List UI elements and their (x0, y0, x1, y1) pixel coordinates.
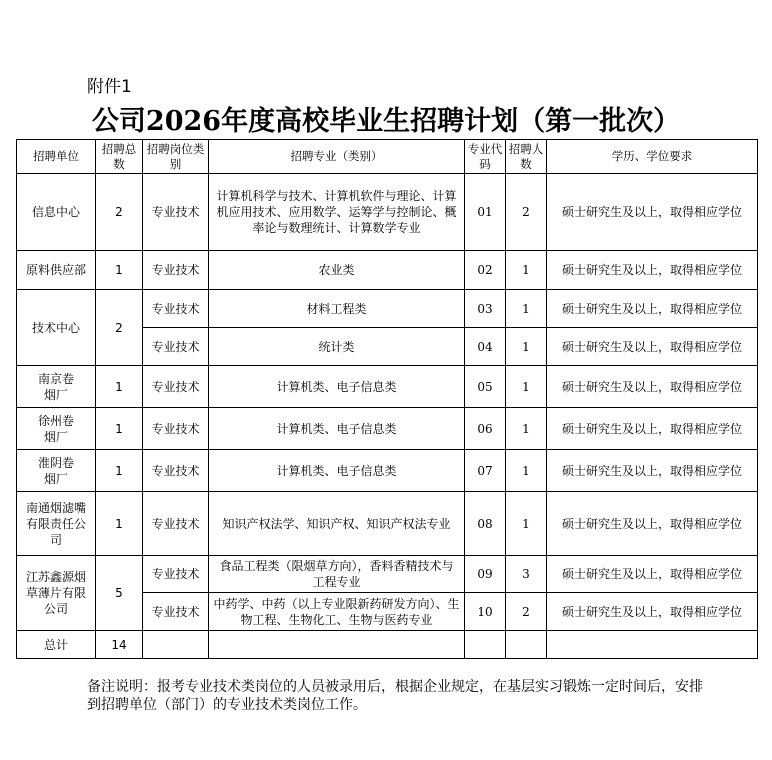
major-cell: 统计类 (209, 328, 465, 366)
req-cell: 硕士研究生及以上，取得相应学位 (547, 251, 758, 290)
category-cell: 专业技术 (143, 366, 209, 408)
total-cell: 1 (96, 366, 143, 408)
major-cell: 知识产权法学、知识产权、知识产权法专业 (209, 492, 465, 556)
num-cell: 1 (506, 366, 547, 408)
num-cell: 1 (506, 492, 547, 556)
empty-cell (209, 631, 465, 659)
major-cell: 计算机类、电子信息类 (209, 408, 465, 450)
req-cell: 硕士研究生及以上，取得相应学位 (547, 450, 758, 492)
header-unit: 招聘单位 (17, 140, 96, 174)
code-cell: 01 (465, 174, 506, 251)
unit-cell: 南京卷烟厂 (17, 366, 96, 408)
major-cell: 食品工程类（限烟草方向），香料香精技术与工程专业 (209, 556, 465, 593)
total-cell: 1 (96, 492, 143, 556)
req-cell: 硕士研究生及以上，取得相应学位 (547, 408, 758, 450)
num-cell: 1 (506, 328, 547, 366)
attachment-label: 附件1 (87, 77, 132, 97)
table-header-row (17, 140, 758, 174)
header-major: 招聘专业（类别） (209, 140, 465, 174)
code-cell: 09 (465, 556, 506, 593)
table-row (17, 251, 758, 290)
category-cell: 专业技术 (143, 408, 209, 450)
table-row (17, 174, 758, 251)
num-cell: 3 (506, 556, 547, 593)
unit-cell: 南通烟滤嘴有限责任公司 (17, 492, 96, 556)
total-cell: 2 (96, 290, 143, 366)
code-cell: 06 (465, 408, 506, 450)
total-row (17, 631, 758, 659)
empty-cell (143, 631, 209, 659)
header-code: 专业代码 (465, 140, 506, 174)
total-cell: 1 (96, 251, 143, 290)
unit-cell: 原料供应部 (17, 251, 96, 290)
table-row (17, 492, 758, 556)
category-cell: 专业技术 (143, 450, 209, 492)
total-cell: 1 (96, 408, 143, 450)
req-cell: 硕士研究生及以上，取得相应学位 (547, 328, 758, 366)
total-cell: 5 (96, 556, 143, 631)
table-row (17, 450, 758, 492)
code-cell: 08 (465, 492, 506, 556)
header-num: 招聘人数 (506, 140, 547, 174)
code-cell: 10 (465, 593, 506, 631)
category-cell: 专业技术 (143, 556, 209, 593)
major-cell: 材料工程类 (209, 290, 465, 328)
category-cell: 专业技术 (143, 251, 209, 290)
header-total: 招聘总数 (96, 140, 143, 174)
table-row (17, 556, 758, 593)
num-cell: 1 (506, 408, 547, 450)
unit-cell: 徐州卷烟厂 (17, 408, 96, 450)
category-cell: 专业技术 (143, 328, 209, 366)
num-cell: 2 (506, 174, 547, 251)
unit-cell: 淮阴卷烟厂 (17, 450, 96, 492)
unit-cell: 江苏鑫源烟草薄片有限公司 (17, 556, 96, 631)
major-cell: 计算机类、电子信息类 (209, 450, 465, 492)
empty-cell (547, 631, 758, 659)
num-cell: 1 (506, 251, 547, 290)
num-cell: 2 (506, 593, 547, 631)
total-value: 14 (96, 631, 143, 659)
header-req: 学历、学位要求 (547, 140, 758, 174)
req-cell: 硕士研究生及以上，取得相应学位 (547, 556, 758, 593)
req-cell: 硕士研究生及以上，取得相应学位 (547, 366, 758, 408)
table-row (17, 408, 758, 450)
total-label: 总计 (17, 631, 96, 659)
header-category: 招聘岗位类别 (143, 140, 209, 174)
req-cell: 硕士研究生及以上，取得相应学位 (547, 492, 758, 556)
total-cell: 2 (96, 174, 143, 251)
major-cell: 中药学、中药（以上专业限新药研发方向）、生物工程、生物化工、生物与医药专业 (209, 593, 465, 631)
req-cell: 硕士研究生及以上，取得相应学位 (547, 290, 758, 328)
code-cell: 03 (465, 290, 506, 328)
total-cell: 1 (96, 450, 143, 492)
category-cell: 专业技术 (143, 593, 209, 631)
category-cell: 专业技术 (143, 174, 209, 251)
unit-cell: 信息中心 (17, 174, 96, 251)
remarks-note: 备注说明：报考专业技术类岗位的人员被录用后，根据企业规定，在基层实习锻炼一定时间后，安排到招聘单位（部门）的专业技术类岗位工作。 (87, 679, 703, 713)
table-row (17, 290, 758, 328)
code-cell: 05 (465, 366, 506, 408)
recruitment-table (16, 139, 758, 659)
unit-cell: 技术中心 (17, 290, 96, 366)
empty-cell (506, 631, 547, 659)
code-cell: 04 (465, 328, 506, 366)
table-row (17, 366, 758, 408)
num-cell: 1 (506, 450, 547, 492)
category-cell: 专业技术 (143, 492, 209, 556)
major-cell: 农业类 (209, 251, 465, 290)
category-cell: 专业技术 (143, 290, 209, 328)
req-cell: 硕士研究生及以上，取得相应学位 (547, 593, 758, 631)
major-cell: 计算机类、电子信息类 (209, 366, 465, 408)
code-cell: 07 (465, 450, 506, 492)
code-cell: 02 (465, 251, 506, 290)
empty-cell (465, 631, 506, 659)
req-cell: 硕士研究生及以上，取得相应学位 (547, 174, 758, 251)
num-cell: 1 (506, 290, 547, 328)
page-title: 公司2026年度高校毕业生招聘计划（第一批次） (91, 106, 681, 137)
major-cell: 计算机科学与技术、计算机软件与理论、计算机应用技术、应用数学、运筹学与控制论、概率论与数理统计、计算数学专业 (209, 174, 465, 251)
